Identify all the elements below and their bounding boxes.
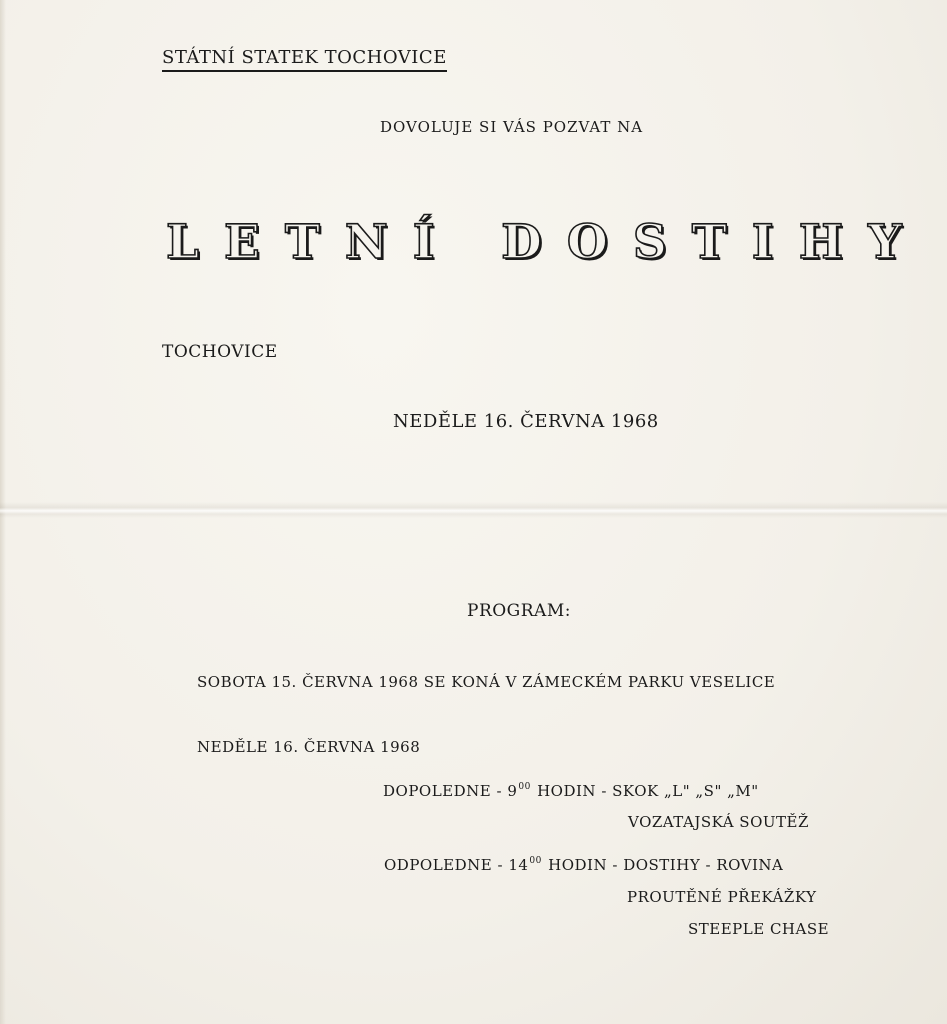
saturday-program-line: SOBOTA 15. ČERVNA 1968 SE KONÁ V ZÁMECKÉM PARKU VESELICE — [197, 673, 776, 691]
morning-program-line-2: VOZATAJSKÁ SOUTĚŽ — [628, 813, 809, 831]
afternoon-events: HODIN - DOSTIHY - ROVINA — [542, 856, 784, 874]
event-place: TOCHOVICE — [162, 342, 278, 362]
morning-hour-superscript: 00 — [518, 782, 531, 792]
event-title: LETNÍ DOSTIHY — [166, 215, 927, 270]
afternoon-program-line-3: STEEPLE CHASE — [688, 920, 830, 938]
organization-heading: STÁTNÍ STATEK TOCHOVICE — [162, 47, 447, 72]
morning-label: DOPOLEDNE - 9 — [383, 782, 518, 800]
afternoon-program-line-2: PROUTĚNÉ PŘEKÁŽKY — [627, 888, 817, 906]
morning-program-line — [383, 782, 759, 800]
paper-fold-crease — [0, 502, 947, 518]
invitation-line: DOVOLUJE SI VÁS POZVAT NA — [380, 118, 644, 136]
afternoon-program-line — [384, 856, 783, 874]
morning-events: HODIN - SKOK „L" „S" „M" — [531, 782, 759, 800]
afternoon-hour-superscript: 00 — [529, 856, 542, 866]
program-heading: PROGRAM: — [467, 601, 571, 621]
afternoon-label: ODPOLEDNE - 14 — [384, 856, 529, 874]
event-date: NEDĚLE 16. ČERVNA 1968 — [393, 411, 659, 432]
sunday-program-heading: NEDĚLE 16. ČERVNA 1968 — [197, 738, 421, 756]
